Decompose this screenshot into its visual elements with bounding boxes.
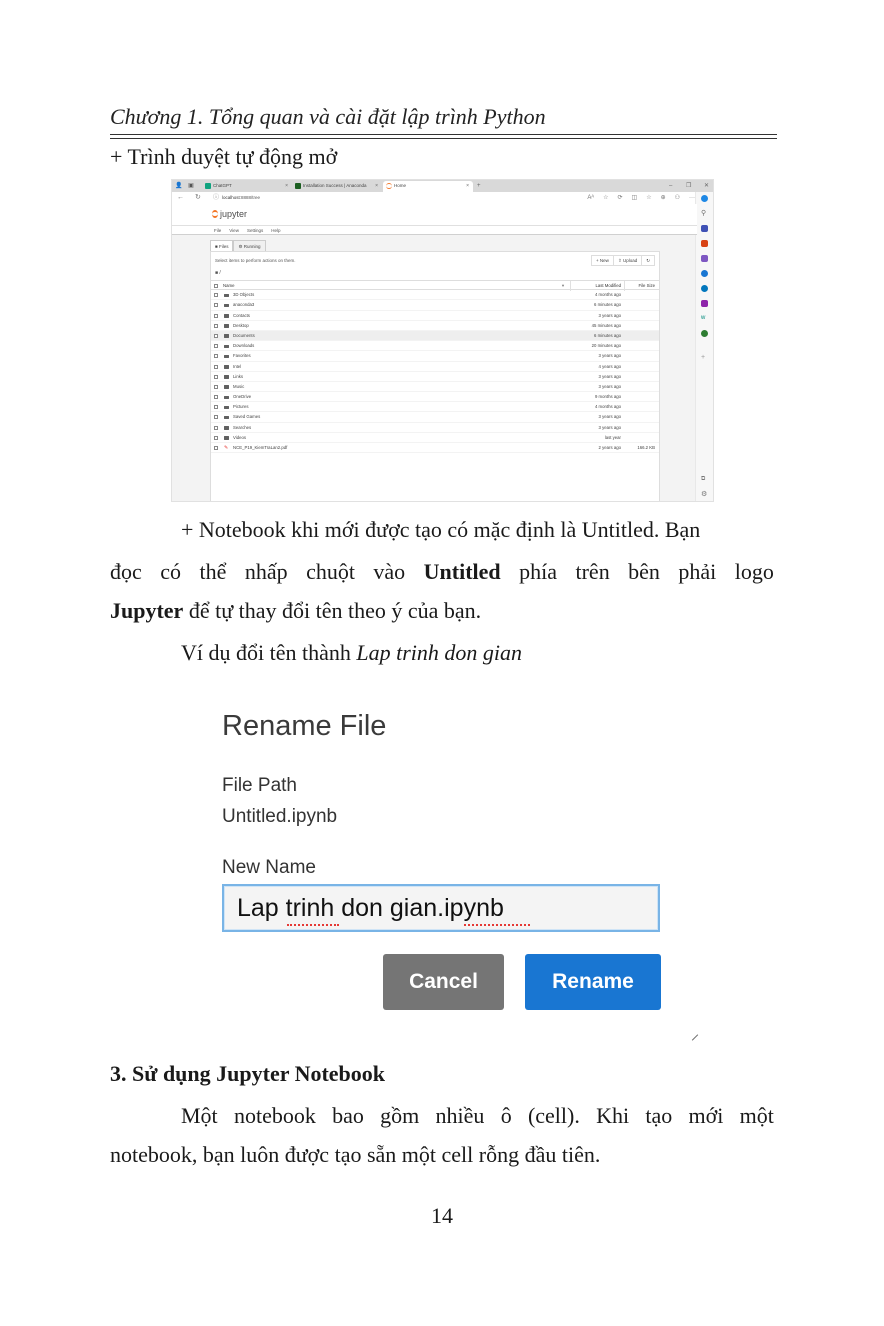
file-table: [211, 280, 659, 453]
table-row[interactable]: [211, 341, 659, 351]
folder-icon: [224, 314, 229, 318]
word: (cell).: [527, 1103, 580, 1128]
url-host: localhost: [222, 195, 240, 200]
browser-screenshot: [171, 179, 714, 502]
tree-icon[interactable]: [701, 330, 708, 337]
table-row[interactable]: [211, 382, 659, 392]
spellcheck-underline: [464, 922, 530, 926]
folder-icon: [224, 355, 229, 359]
paragraph2-line1: [181, 1103, 774, 1129]
select-all-checkbox[interactable]: [214, 284, 218, 288]
folder-icon: [224, 365, 229, 369]
jupyter-tabs: [210, 240, 266, 251]
column-modified[interactable]: Last Modified: [595, 283, 621, 288]
file-modified: 45 minutes ago: [591, 322, 621, 328]
address-bar: [172, 192, 713, 204]
table-row[interactable]: [211, 300, 659, 310]
file-name[interactable]: Downloads: [233, 343, 255, 349]
page-number: 14: [431, 1203, 453, 1228]
table-row[interactable]: [211, 290, 659, 300]
shopping-icon[interactable]: [701, 225, 708, 232]
folder-icon: [224, 406, 229, 410]
word: trên: [575, 559, 610, 584]
close-window-button[interactable]: ✕: [704, 183, 710, 189]
file-modified: 6 minutes ago: [594, 332, 621, 338]
file-modified: 4 months ago: [594, 292, 621, 298]
anaconda-favicon: [295, 183, 301, 189]
file-modified: 4 months ago: [594, 404, 621, 410]
cancel-button[interactable]: Cancel: [383, 954, 504, 1010]
row-checkbox[interactable]: [214, 324, 218, 328]
word: gồm: [380, 1103, 420, 1128]
office-icon[interactable]: [701, 270, 708, 277]
close-tab-icon[interactable]: ×: [285, 183, 288, 189]
word: notebook: [233, 1103, 316, 1128]
row-checkbox[interactable]: [214, 415, 218, 419]
tab-running[interactable]: ⚙ Running: [233, 240, 265, 251]
chatgpt-favicon: [205, 183, 211, 189]
split-screen-icon[interactable]: ◫: [631, 195, 638, 201]
intro-line: + Trình duyệt tự động mở: [110, 144, 338, 169]
workspaces-icon[interactable]: ▣: [188, 183, 194, 189]
site-info-icon[interactable]: ⓘ: [213, 195, 220, 201]
folder-icon: [224, 436, 229, 440]
example-name: Lap trinh don gian: [356, 640, 523, 665]
file-name[interactable]: Music: [233, 383, 245, 389]
designer-icon[interactable]: [701, 300, 708, 307]
settings-gear-icon[interactable]: ⚙: [701, 491, 708, 498]
file-name[interactable]: NCE_P19_KiemTraLan2.pdf: [233, 445, 288, 450]
folder-icon: [224, 396, 229, 400]
file-modified: 4 years ago: [598, 363, 621, 369]
table-row[interactable]: [211, 392, 659, 402]
folder-icon: [224, 304, 229, 308]
word: ô: [500, 1103, 512, 1128]
word: logo: [734, 559, 774, 584]
paragraph1-line3: [110, 600, 481, 622]
file-modified: 3 years ago: [598, 312, 621, 318]
performance-icon[interactable]: ⚇: [674, 195, 680, 201]
folder-icon: [224, 375, 229, 379]
word: nhấp: [244, 559, 288, 584]
copilot-icon[interactable]: [701, 195, 708, 202]
word: tạo: [645, 1103, 673, 1128]
browser-toolbar: [587, 192, 695, 204]
file-name[interactable]: 3D Objects: [233, 292, 255, 298]
file-modified: last year: [604, 434, 621, 440]
word: có: [160, 559, 181, 584]
new-name-input[interactable]: [222, 884, 660, 932]
table-header: [211, 280, 659, 290]
new-button[interactable]: + New: [596, 258, 609, 263]
files-panel: [210, 251, 660, 502]
column-size[interactable]: File Size: [638, 283, 655, 288]
file-name[interactable]: Videos: [233, 434, 247, 440]
collections-icon[interactable]: ⊕: [660, 195, 666, 201]
file-path-value: Untitled.ipynb: [222, 806, 338, 827]
file-name[interactable]: anaconda3: [233, 302, 255, 308]
url-path: :8888/tree: [239, 195, 261, 200]
file-modified: 3 years ago: [598, 414, 621, 420]
row-checkbox[interactable]: [214, 426, 218, 430]
read-aloud-icon[interactable]: Aᴬ: [587, 195, 595, 201]
breadcrumb[interactable]: ■ /: [215, 270, 221, 276]
add-sidebar-app-icon[interactable]: +: [701, 354, 706, 361]
new-tab-button[interactable]: +: [477, 183, 481, 189]
file-name[interactable]: Searches: [233, 424, 252, 430]
upload-button[interactable]: ⇧ Upload: [613, 256, 641, 265]
breadcrumb-root: /: [219, 270, 221, 276]
table-row[interactable]: [211, 331, 659, 341]
row-checkbox[interactable]: [214, 436, 218, 440]
url-field[interactable]: [222, 192, 260, 204]
tab-bar: [172, 180, 713, 192]
table-row[interactable]: [211, 402, 659, 412]
menu-settings[interactable]: Settings: [246, 228, 264, 233]
row-checkbox[interactable]: [214, 375, 218, 379]
word: mới: [688, 1103, 724, 1128]
tab-files[interactable]: ■ Files: [210, 240, 233, 251]
outlook-icon[interactable]: [701, 285, 708, 292]
row-checkbox[interactable]: [214, 446, 218, 450]
word: phía: [519, 559, 558, 584]
back-icon[interactable]: ←: [177, 194, 184, 201]
file-name[interactable]: OneDrive: [233, 394, 252, 400]
word: nhiều: [435, 1103, 485, 1128]
table-row[interactable]: [211, 351, 659, 361]
file-name[interactable]: Documents: [233, 332, 255, 338]
file-modified: 6 minutes ago: [594, 302, 621, 308]
row-checkbox[interactable]: [214, 334, 218, 338]
paragraph1-line1: + Notebook khi mới được tạo có mặc định là Untitled. Bạn: [181, 517, 701, 542]
word: một: [739, 1103, 774, 1128]
file-modified: 3 years ago: [598, 373, 621, 379]
word: đọc: [110, 559, 142, 584]
header-rule: [110, 134, 777, 139]
example-line: [181, 642, 522, 664]
row-checkbox[interactable]: [214, 354, 218, 358]
close-tab-icon[interactable]: ×: [466, 183, 469, 189]
edge-sidebar: [695, 192, 713, 502]
file-name[interactable]: Saved Games: [233, 414, 261, 420]
more-menu-icon[interactable]: ···: [689, 195, 695, 201]
word: bao: [332, 1103, 364, 1128]
folder-icon: [224, 324, 229, 328]
jupyter-logo-icon: [212, 210, 218, 218]
file-modified: 9 months ago: [594, 394, 621, 400]
table-row[interactable]: [211, 412, 659, 422]
refresh-icon[interactable]: ↻: [195, 194, 201, 201]
table-row[interactable]: [211, 321, 659, 331]
word: phải: [678, 559, 717, 584]
folder-icon: [224, 294, 229, 298]
table-row[interactable]: [211, 443, 659, 453]
file-modified: 3 years ago: [598, 424, 621, 430]
file-size: 166.2 KB: [637, 445, 655, 450]
refresh-button[interactable]: ↻: [641, 256, 654, 265]
tab-label: Installation Success | Anaconda: [303, 183, 367, 188]
table-row[interactable]: [211, 423, 659, 433]
tools-icon[interactable]: [701, 240, 708, 247]
menu-view[interactable]: View: [229, 228, 239, 233]
jupyter-favicon: [386, 183, 392, 189]
dialog-title: Rename File: [222, 710, 387, 742]
spellcheck-underline: [287, 922, 339, 926]
new-name-value: Lap trinh don gian.ipynb: [237, 894, 504, 922]
jupyter-menu-bar: [172, 226, 697, 235]
whatsapp-icon[interactable]: w: [701, 315, 706, 321]
menu-help[interactable]: Help: [271, 228, 281, 233]
tab-label: Home: [394, 183, 407, 188]
example-prefix: Ví dụ đổi tên thành: [181, 640, 357, 665]
new-name-label: New Name: [222, 857, 316, 878]
selection-hint: Select items to perform actions on them.: [215, 258, 296, 263]
restore-button[interactable]: ❐: [686, 183, 692, 189]
row-checkbox[interactable]: [214, 303, 218, 307]
bold-jupyter: Jupyter: [110, 598, 184, 623]
extensions-icon[interactable]: ⟳: [617, 195, 623, 201]
jupyter-logo[interactable]: [212, 209, 247, 219]
file-name[interactable]: Links: [233, 373, 244, 379]
word: bên: [628, 559, 660, 584]
pdf-file-icon: ✎: [224, 445, 229, 451]
jupyter-logo-text: jupyter: [220, 209, 248, 219]
row-checkbox[interactable]: [214, 365, 218, 369]
table-row[interactable]: [211, 311, 659, 321]
row-checkbox[interactable]: [214, 385, 218, 389]
menu-file[interactable]: File: [214, 228, 222, 233]
minimize-button[interactable]: –: [669, 183, 673, 189]
bold-untitled: Untitled: [423, 559, 501, 584]
file-name[interactable]: Desktop: [233, 322, 249, 328]
column-name[interactable]: Name: [223, 283, 235, 288]
favorites-icon[interactable]: ☆: [646, 195, 652, 201]
row-checkbox[interactable]: [214, 293, 218, 297]
games-icon[interactable]: [701, 255, 708, 262]
row-checkbox[interactable]: [214, 405, 218, 409]
file-modified: 3 years ago: [598, 383, 621, 389]
tab-chatgpt[interactable]: [202, 181, 292, 192]
profile-icon[interactable]: 👤: [175, 183, 183, 189]
folder-icon: [224, 416, 229, 420]
table-row[interactable]: [211, 362, 659, 372]
favorite-star-icon[interactable]: ☆: [603, 195, 609, 201]
file-name[interactable]: Intel: [233, 363, 242, 369]
tab-home[interactable]: [383, 181, 473, 192]
screenshot-icon[interactable]: ⧉: [701, 476, 706, 482]
chapter-header: Chương 1. Tổng quan và cài đặt lập trình Python: [110, 104, 546, 129]
file-path-label: File Path: [222, 775, 297, 796]
pen-mark: [692, 1034, 698, 1040]
search-icon[interactable]: ⚲: [701, 210, 707, 217]
row-checkbox[interactable]: [214, 344, 218, 348]
file-modified: 2 years ago: [598, 445, 621, 450]
word: Một: [181, 1103, 218, 1128]
tab-anaconda[interactable]: [292, 181, 382, 192]
jupyter-header: [172, 204, 697, 226]
folder-icon: [224, 385, 229, 389]
jupyter-file-browser: [210, 240, 660, 502]
word: Khi: [596, 1103, 630, 1128]
row-checkbox[interactable]: [214, 314, 218, 318]
word: thể: [199, 559, 227, 584]
tab-running-label: Running: [243, 244, 261, 249]
tab-label: ChatGPT: [213, 183, 232, 188]
row-checkbox[interactable]: [214, 395, 218, 399]
section-heading: 3. Sử dụng Jupyter Notebook: [110, 1061, 386, 1086]
line-text: để tự thay đổi tên theo ý của bạn.: [183, 598, 482, 623]
word: chuột: [306, 559, 355, 584]
table-row[interactable]: [211, 372, 659, 382]
file-name[interactable]: Contacts: [233, 312, 250, 318]
file-modified: 3 years ago: [598, 353, 621, 359]
word: vào: [373, 559, 406, 584]
file-name[interactable]: Pictures: [233, 404, 249, 410]
tab-files-label: Files: [218, 244, 229, 249]
folder-icon: [224, 334, 229, 338]
folder-icon: [224, 426, 229, 430]
sort-chevron-icon[interactable]: ▾: [561, 283, 564, 288]
rename-button[interactable]: Rename: [525, 954, 661, 1010]
table-row[interactable]: [211, 433, 659, 443]
file-name[interactable]: Favorites: [233, 353, 251, 359]
file-actions: [591, 255, 655, 266]
folder-icon: [224, 345, 229, 349]
close-tab-icon[interactable]: ×: [375, 183, 378, 189]
file-modified: 20 minutes ago: [591, 343, 621, 349]
paragraph2-line2: notebook, bạn luôn được tạo sẵn một cell rỗng đầu tiên.: [110, 1142, 601, 1167]
paragraph1-line2: [110, 559, 774, 585]
